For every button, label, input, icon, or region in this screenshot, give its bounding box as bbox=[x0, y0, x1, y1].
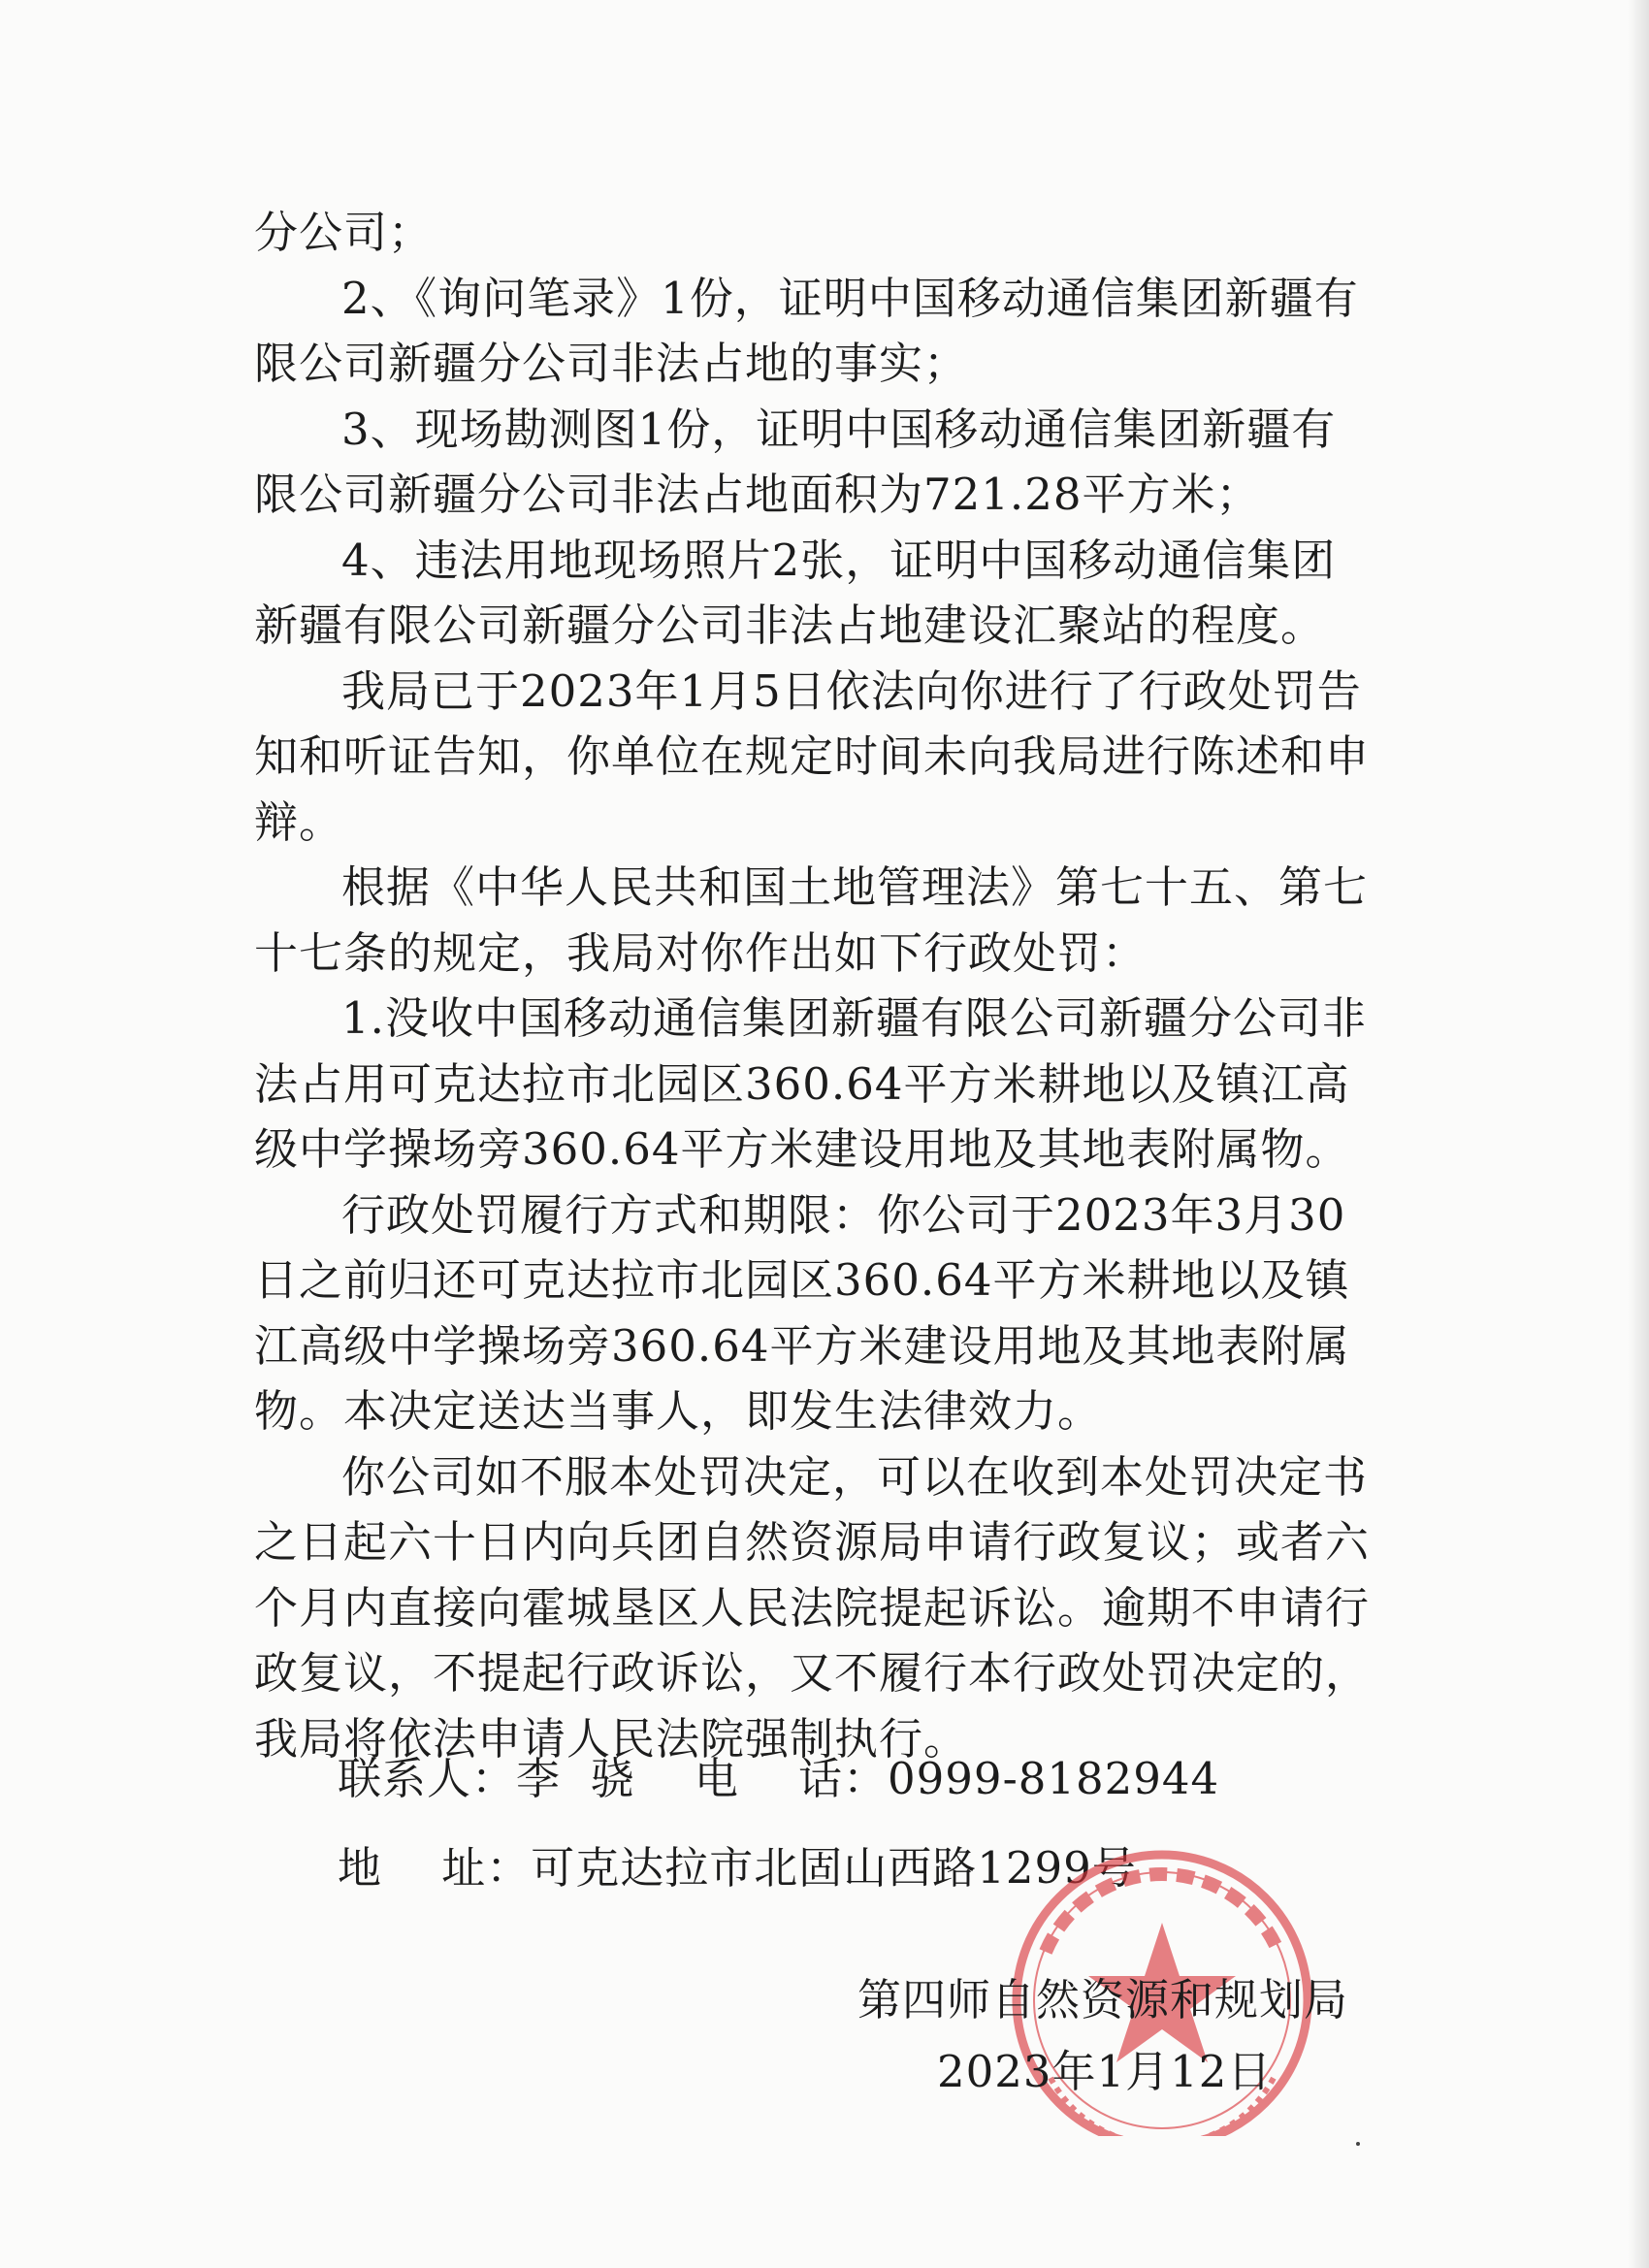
scan-speck bbox=[1356, 2142, 1360, 2146]
evidence-item-4: 4、违法用地现场照片2张，证明中国移动通信集团新疆有限公司新疆分公司非法占地建设汇聚站的程度。 bbox=[254, 534, 1337, 651]
scan-edge-shadow bbox=[1628, 0, 1649, 2268]
contact-address-line: 地 址：可克达拉市北固山西路1299号 bbox=[338, 1842, 1137, 1894]
execution-terms-paragraph: 行政处罚履行方式和期限：你公司于2023年3月30日之前归还可克达拉市北园区360.64平方米耕地以及镇江高级中学操场旁360.64平方米建设用地及其地表附属物。本决定送达当事人，即发生法律效力。 bbox=[254, 1188, 1350, 1437]
evidence-item-2: 2、《询问笔录》1份，证明中国移动通信集团新疆有限公司新疆分公司非法占地的事实； bbox=[254, 272, 1359, 389]
paragraph-continuation: 分公司； bbox=[254, 207, 434, 258]
issuer-name: 第四师自然资源和规划局 bbox=[857, 1974, 1349, 2025]
appeal-rights-paragraph: 你公司如不服本处罚决定，可以在收到本处罚决定书之日起六十日内向兵团自然资源局申请行政复议；或者六个月内直接向霍城垦区人民法院提起诉讼。逾期不申请行政复议，不提起行政诉讼，又不履行本行政处罚决定的，我局将依法申请人民法院强制执行。 bbox=[254, 1450, 1371, 1765]
evidence-item-3: 3、现场勘测图1份，证明中国移动通信集团新疆有限公司新疆分公司非法占地面积为721.28平方米； bbox=[254, 403, 1337, 520]
document-body bbox=[254, 200, 1379, 1771]
legal-basis-paragraph: 根据《中华人民共和国土地管理法》第七十五、第七十七条的规定，我局对你作出如下行政处罚： bbox=[254, 861, 1369, 979]
notification-paragraph: 我局已于2023年1月5日依法向你进行了行政处罚告知和听证告知，你单位在规定时间未向我局进行陈述和申辩。 bbox=[254, 664, 1371, 848]
issue-date: 2023年1月12日 bbox=[937, 2046, 1273, 2097]
penalty-item-1: 1.没收中国移动通信集团新疆有限公司新疆分公司非法占用可克达拉市北园区360.64平方米耕地以及镇江高级中学操场旁360.64平方米建设用地及其地表附属物。 bbox=[254, 992, 1367, 1175]
contact-person-line: 联系人：李 骁 电 话：0999-8182944 bbox=[338, 1753, 1220, 1804]
